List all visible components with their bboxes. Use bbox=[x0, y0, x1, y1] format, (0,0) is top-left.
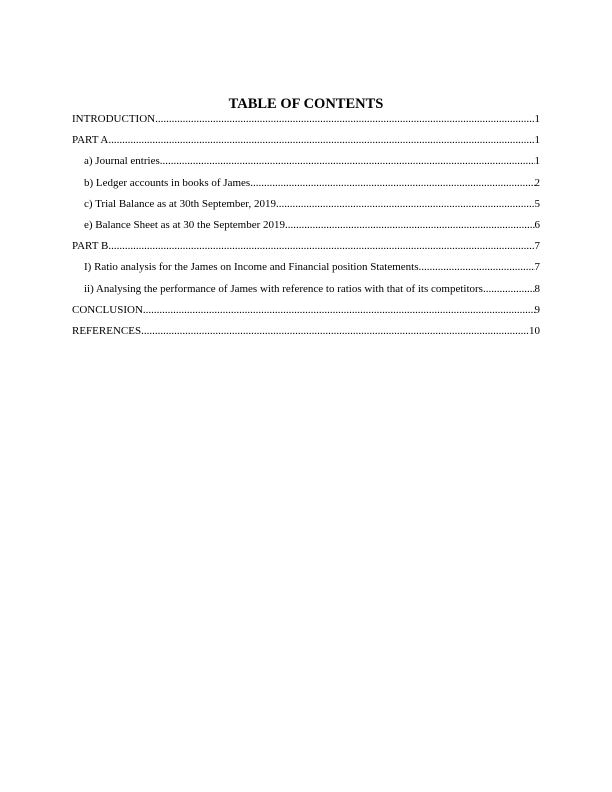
toc-entry-label: ii) Analysing the performance of James with reference to ratios with that of its competitors. bbox=[84, 282, 486, 295]
toc-entry-page: 1 bbox=[534, 134, 540, 147]
dot-leader bbox=[108, 134, 534, 146]
toc-entry-label: I) Ratio analysis for the James on Income and Financial position Statements bbox=[84, 261, 419, 274]
dot-leader bbox=[419, 261, 535, 273]
toc-entry-label: PART A bbox=[72, 134, 109, 147]
toc-entry-label: REFERENCES bbox=[72, 324, 142, 337]
toc-entry-journal-entries[interactable] bbox=[72, 155, 540, 176]
toc-entry-page: 1 bbox=[534, 113, 540, 125]
toc-entry-page: 7 bbox=[534, 240, 540, 253]
dot-leader bbox=[108, 240, 534, 252]
toc-list bbox=[72, 113, 540, 346]
toc-entry-conclusion[interactable] bbox=[72, 304, 540, 325]
dot-leader bbox=[285, 219, 535, 231]
toc-entry-page: 7 bbox=[534, 261, 540, 274]
toc-entry-part-b[interactable] bbox=[72, 240, 540, 261]
toc-entry-ratio-analysis[interactable] bbox=[72, 261, 540, 282]
toc-entry-label: c) Trial Balance as at 30th September, 2019 bbox=[84, 197, 277, 210]
toc-entry-competitor-analysis[interactable] bbox=[72, 283, 540, 304]
dot-leader bbox=[250, 177, 534, 189]
dot-leader bbox=[160, 155, 535, 167]
toc-entry-page: 2 bbox=[534, 176, 540, 189]
toc-title: TABLE OF CONTENTS bbox=[228, 96, 384, 112]
toc-entry-label: CONCLUSION bbox=[72, 303, 143, 316]
dot-leader bbox=[155, 113, 534, 125]
toc-entry-label: e) Balance Sheet as at 30 the September 2019 bbox=[84, 218, 285, 231]
dot-leader bbox=[141, 325, 529, 337]
toc-entry-page: 6 bbox=[534, 218, 540, 231]
toc-entry-page: 1 bbox=[534, 155, 540, 168]
toc-entry-label: b) Ledger accounts in books of James bbox=[84, 176, 251, 189]
toc-entry-trial-balance[interactable] bbox=[72, 198, 540, 219]
toc-entry-label: a) Journal entries bbox=[84, 155, 160, 168]
toc-entry-page: 5 bbox=[534, 197, 540, 210]
toc-entry-part-a[interactable] bbox=[72, 134, 540, 155]
toc-entry-references[interactable] bbox=[72, 325, 540, 346]
toc-entry-page: 9 bbox=[534, 303, 540, 316]
toc-entry-label: INTRODUCTION bbox=[72, 113, 156, 125]
toc-entry-label: PART B bbox=[72, 240, 109, 253]
dot-leader bbox=[486, 283, 535, 295]
toc-entry-balance-sheet[interactable] bbox=[72, 219, 540, 240]
dot-leader bbox=[143, 304, 535, 316]
toc-entry-ledger-accounts[interactable] bbox=[72, 177, 540, 198]
toc-entry-page: 10 bbox=[529, 324, 540, 337]
toc-entry-introduction[interactable] bbox=[72, 113, 540, 134]
dot-leader bbox=[276, 198, 534, 210]
toc-entry-page: 8 bbox=[534, 282, 540, 295]
